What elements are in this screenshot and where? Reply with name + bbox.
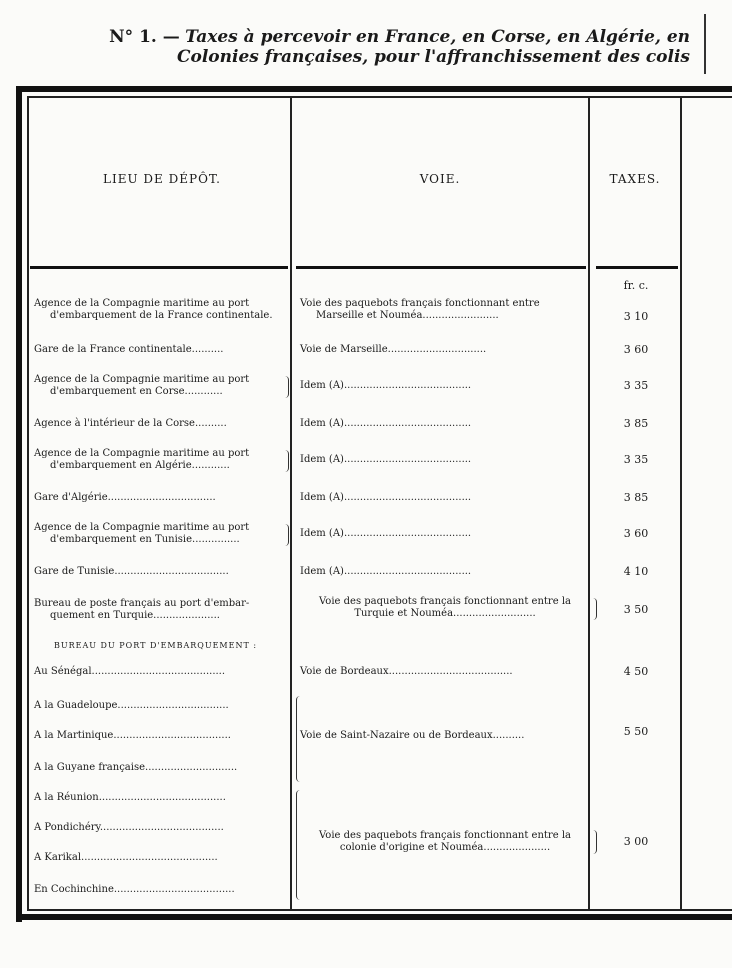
brace [284, 450, 289, 472]
voie-text: colonie d'origine et Nouméa..................... [339, 842, 551, 853]
taxe-value: 3 35 [623, 453, 649, 466]
title-line-2 [0, 46, 690, 68]
title-text-2: Colonies françaises, pour l'affranchissement des colis [176, 47, 690, 67]
colony-item: A la Réunion........................................ [34, 792, 226, 803]
table-row-lieu [34, 374, 292, 398]
lieu-text: d'embarquement de la France continentale. [50, 310, 273, 321]
colony-item: A la Guyane française............................. [34, 762, 238, 773]
taxe-value: 3 85 [623, 417, 649, 430]
taxe-value: 4 50 [623, 665, 649, 678]
voie-text: Idem (A)........................................ [300, 454, 472, 465]
colony-item: Au Sénégal.......................................... [34, 666, 226, 677]
voie-text: Turquie et Nouméa.......................... [354, 608, 536, 619]
colony-item: A Karikal........................................... [34, 852, 218, 863]
lieu-text: d'embarquement en Corse............ [50, 386, 223, 397]
colony-item: A la Martinique..................................... [34, 730, 231, 741]
lieu-text: Agence de la Compagnie maritime au port [34, 448, 250, 459]
table-row-voie [300, 830, 590, 854]
page-edge-rule [704, 14, 706, 74]
taxe-value: 4 10 [623, 565, 649, 578]
table-row-lieu [34, 598, 292, 622]
unit-label: fr. c. [623, 279, 649, 292]
taxe-value: 3 60 [623, 343, 649, 356]
frame-inner-border [27, 96, 732, 98]
taxe-value: 3 35 [623, 379, 649, 392]
taxe-value: 3 50 [623, 603, 649, 616]
voie-text: Voie des paquebots français fonctionnant entre la [319, 830, 571, 841]
colony-item: En Cochinchine...................................... [34, 884, 235, 895]
colony-item: A la Guadeloupe................................... [34, 700, 229, 711]
header-rule [30, 266, 288, 269]
lieu-text: Agence à l'intérieur de la Corse.......... [34, 418, 227, 429]
lieu-text: Bureau de poste français au port d'embar- [34, 598, 250, 609]
column-divider [680, 96, 682, 910]
column-header-voie: VOIE. [419, 172, 461, 186]
lieu-text: quement en Turquie..................... [50, 610, 220, 621]
lieu-text: Gare d'Algérie.................................. [34, 492, 216, 503]
table-row-lieu [34, 448, 292, 472]
table-row-lieu [34, 522, 292, 546]
brace [284, 524, 289, 546]
taxe-value: 3 10 [623, 310, 649, 323]
voie-text: Idem (A)........................................ [300, 492, 472, 503]
subheading: BUREAU DU PORT D'EMBARQUEMENT : [54, 641, 258, 650]
frame-inner-border [27, 909, 732, 911]
voie-text: Idem (A)........................................ [300, 566, 472, 577]
frame-border [16, 86, 22, 922]
voie-text: Voie de Bordeaux....................................... [300, 666, 513, 677]
colony-item: A Pondichéry....................................... [34, 822, 224, 833]
header-rule [596, 266, 678, 269]
taxe-value: 3 60 [623, 527, 649, 540]
voie-text: Idem (A)........................................ [300, 418, 472, 429]
table-number: N° 1. — [109, 27, 180, 47]
voie-text: Voie de Saint-Nazaire ou de Bordeaux.......... [300, 730, 525, 741]
voie-text: Voie des paquebots français fonctionnant entre la [319, 596, 571, 607]
column-header-taxes: TAXES. [609, 172, 661, 186]
voie-text: Marseille et Nouméa........................ [316, 310, 499, 321]
voie-text: Voie de Marseille............................... [300, 344, 487, 355]
taxe-value: 3 85 [623, 491, 649, 504]
frame-inner-border [27, 96, 29, 910]
taxe-value: 3 00 [623, 835, 649, 848]
table-row-voie [300, 596, 590, 620]
lieu-text: Agence de la Compagnie maritime au port [34, 522, 250, 533]
taxe-value: 5 50 [623, 725, 649, 738]
frame-border [16, 914, 732, 920]
voie-text: Idem (A)........................................ [300, 528, 472, 539]
lieu-text: Agence de la Compagnie maritime au port [34, 374, 250, 385]
table-row-voie [300, 298, 590, 322]
lieu-text: d'embarquement en Tunisie............... [50, 534, 240, 545]
voie-text: Idem (A)........................................ [300, 380, 472, 391]
title-text-1: Taxes à percevoir en France, en Corse, en Algérie, en [185, 27, 690, 47]
lieu-text: Gare de Tunisie.................................... [34, 566, 229, 577]
frame-border [16, 86, 732, 92]
lieu-text: Gare de la France continentale.......... [34, 344, 224, 355]
column-header-lieu: LIEU DE DÉPÔT. [103, 172, 221, 186]
lieu-text: Agence de la Compagnie maritime au port [34, 298, 250, 309]
brace [284, 376, 289, 398]
title-line-1 [0, 26, 690, 48]
voie-text: Voie des paquebots français fonctionnant entre [300, 298, 540, 309]
header-rule [296, 266, 586, 269]
table-row-lieu [34, 298, 292, 322]
lieu-text: d'embarquement en Algérie............ [50, 460, 230, 471]
